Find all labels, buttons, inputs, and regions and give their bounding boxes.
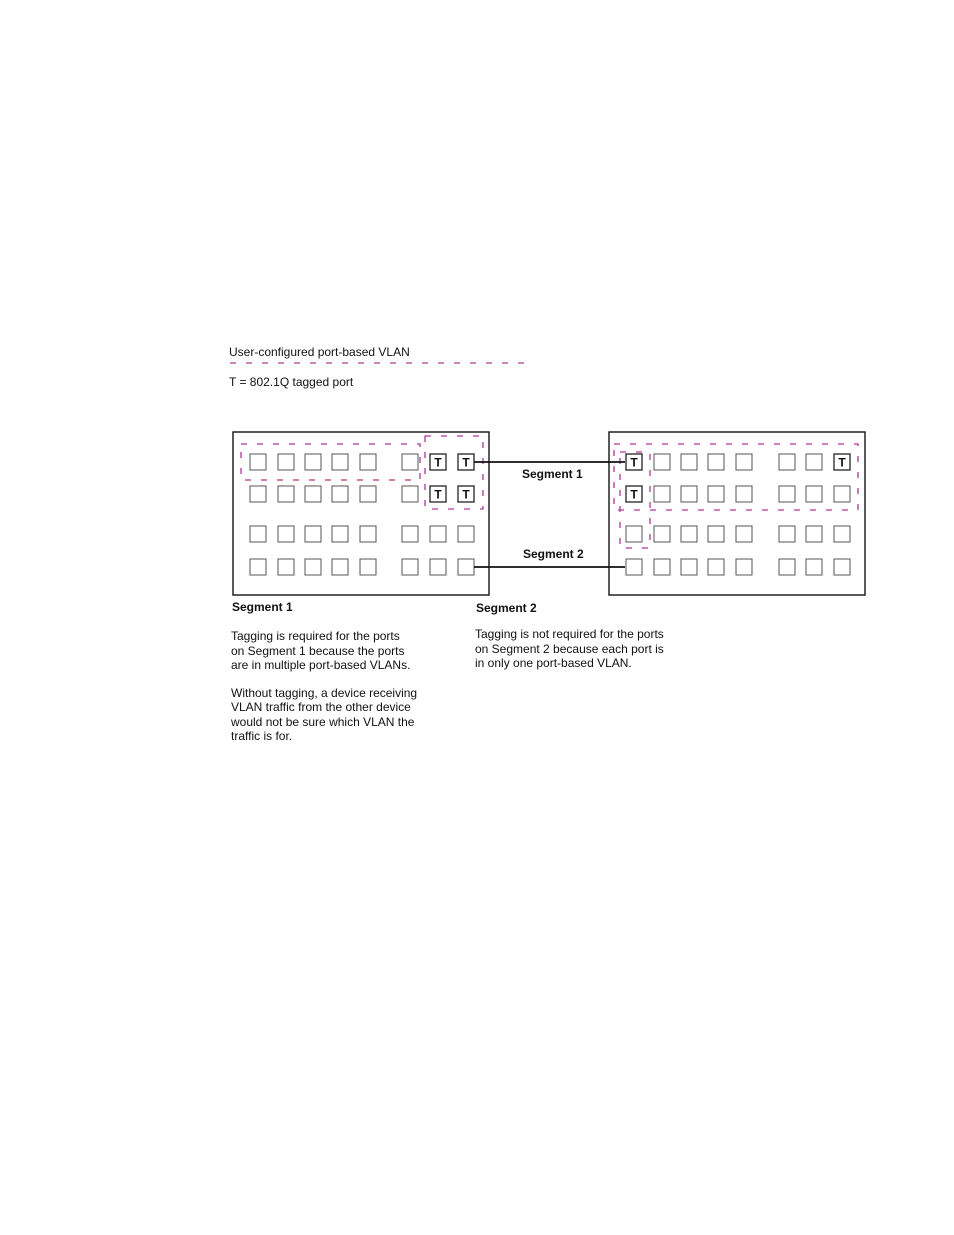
- port: [736, 454, 752, 470]
- port: [250, 526, 266, 542]
- port: [779, 454, 795, 470]
- segment-1-paragraph-2: Without tagging, a device receiving VLAN traffic from the other device would not be sure which VLAN the traffic is for.: [231, 685, 418, 743]
- tagged-port-marker: T: [434, 455, 442, 470]
- port: [681, 486, 697, 502]
- port: [834, 559, 850, 575]
- port: [278, 454, 294, 470]
- tagged-port-marker: T: [838, 455, 846, 470]
- port: [708, 486, 724, 502]
- segment-1-paragraph-1: Tagging is required for the ports on Segment 1 because the ports are in multiple port-based VLANs.: [231, 629, 411, 672]
- port: [708, 559, 724, 575]
- port: [305, 454, 321, 470]
- ports-right: [626, 454, 850, 575]
- segment-1-heading: Segment 1: [232, 600, 293, 614]
- port: [402, 486, 418, 502]
- port: [681, 454, 697, 470]
- port: [779, 559, 795, 575]
- port: [654, 526, 670, 542]
- port: [458, 559, 474, 575]
- port: [278, 526, 294, 542]
- port: [736, 526, 752, 542]
- ports-left: [250, 454, 474, 575]
- segment-2-explanation: [475, 627, 705, 684]
- tagged-port-marker: T: [630, 487, 638, 502]
- port: [626, 526, 642, 542]
- port: [806, 526, 822, 542]
- port: [654, 559, 670, 575]
- port: [332, 454, 348, 470]
- port: [332, 526, 348, 542]
- segment-1-explanation: [231, 629, 461, 757]
- port: [402, 559, 418, 575]
- port: [806, 454, 822, 470]
- port: [626, 559, 642, 575]
- port: [278, 486, 294, 502]
- port: [430, 526, 446, 542]
- port: [708, 454, 724, 470]
- port: [681, 526, 697, 542]
- port: [834, 486, 850, 502]
- port: [305, 526, 321, 542]
- port: [305, 559, 321, 575]
- port: [250, 559, 266, 575]
- port: [250, 454, 266, 470]
- segment-2-paragraph-1: Tagging is not required for the ports on Segment 2 because each port is in only one port-based VLAN.: [475, 627, 664, 670]
- segment-2-heading: Segment 2: [476, 601, 537, 615]
- port: [305, 486, 321, 502]
- link-segment-2-label: Segment 2: [523, 547, 584, 561]
- port: [736, 486, 752, 502]
- vlan-outline-left-a: [241, 444, 420, 480]
- port: [360, 486, 376, 502]
- tagged-port-marker: T: [434, 487, 442, 502]
- port: [681, 559, 697, 575]
- port: [402, 526, 418, 542]
- port: [278, 559, 294, 575]
- legend-tagged-label: T = 802.1Q tagged port: [229, 375, 354, 389]
- link-segment-1-label: Segment 1: [522, 467, 583, 481]
- port: [360, 559, 376, 575]
- port: [779, 486, 795, 502]
- port: [332, 559, 348, 575]
- port: [806, 559, 822, 575]
- tagged-port-marker: T: [630, 455, 638, 470]
- port: [736, 559, 752, 575]
- port: [332, 486, 348, 502]
- device-right: [609, 432, 865, 595]
- port: [708, 526, 724, 542]
- port: [654, 486, 670, 502]
- port: [360, 526, 376, 542]
- port: [806, 486, 822, 502]
- port: [402, 454, 418, 470]
- port: [458, 526, 474, 542]
- port: [360, 454, 376, 470]
- port: [250, 486, 266, 502]
- tagged-port-marker: T: [462, 455, 470, 470]
- port: [834, 526, 850, 542]
- device-left: [233, 432, 489, 595]
- port: [779, 526, 795, 542]
- legend-vlan-label: User-configured port-based VLAN: [229, 345, 410, 359]
- port: [430, 559, 446, 575]
- tagged-port-marker: T: [462, 487, 470, 502]
- port: [654, 454, 670, 470]
